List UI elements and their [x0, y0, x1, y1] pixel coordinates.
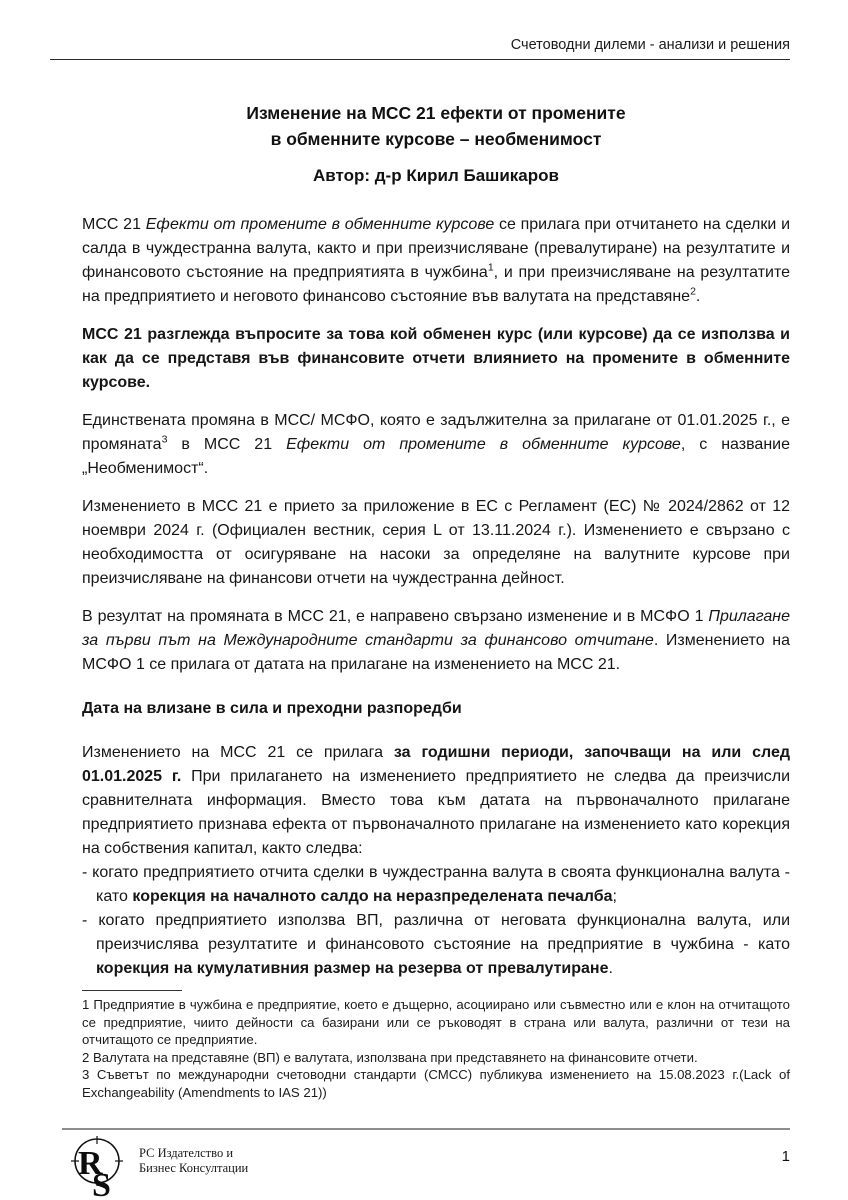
- section-heading: Дата на влизане в сила и преходни разпоредби: [82, 700, 462, 717]
- article-author: Автор: д-р Кирил Башикаров: [313, 166, 559, 185]
- footnotes-section: [82, 990, 790, 1101]
- logo-letter-r: R: [78, 1145, 103, 1182]
- footnote-list: [82, 996, 790, 1101]
- footer-row: [78, 1130, 790, 1200]
- article-title: [82, 100, 790, 152]
- bullet-item: - когато предприятието използва ВП, различна от неговата функционална валута, или преизчислява резултатите и финансовото състояние на предприятие в чужбина - като корекция на кумулативния размер на резерва от превалутиране.: [82, 912, 790, 977]
- publisher-monogram-icon: [68, 1136, 132, 1200]
- page-header: [82, 36, 790, 60]
- paragraph: Изменението на МСС 21 се прилага за годишни периоди, започващи на или след 01.01.2025 г. При прилагането на изменението предприятието не следва да преизчисли сравнителната информация. Вместо това към датата на първоначалното прилагане предприятието признава ефекта от първоначалното прилагане на изменението като корекция на собствения капитал, както следва:: [82, 744, 791, 857]
- paragraph: МСС 21 Ефекти от промените в обменните курсове се прилага при отчитането на сделки и салда в чуждестранна валута, както и при преизчисляване (превалутиране) на резултатите и финансовото състояние на предприятията в чужбина$^1$, и при преизчисляване на резултатите на предприятието и неговото финансово състояние във валутата на представяне$^2$.: [82, 216, 791, 305]
- article: [82, 60, 790, 981]
- page-footer: [78, 1128, 790, 1200]
- article-title-line2: в обменните курсове – необменимост: [270, 129, 602, 149]
- footnote: 2 Валутата на представяне (ВП) е валутата, използвана при представянето на финансовите отчети.: [82, 1049, 698, 1065]
- footnote: 1 Предприятие в чужбина е предприятие, което е дъщерно, асоциирано или съвместно или е клон на отчитащото се предприятие, чиито дейности са базирани или се ръководят в страна или валута, различни от тези на отчитащото се предприятие.: [82, 997, 790, 1047]
- publisher-logo: [68, 1136, 248, 1200]
- publisher-name: [139, 1146, 248, 1190]
- journal-title: Счетоводни дилеми - анализи и решения: [510, 37, 790, 53]
- footnote-divider: [82, 990, 182, 991]
- paragraph: МСС 21 разглежда въпросите за това кой обменен курс (или курсове) да се използва и как да се представя във финансовите отчети влиянието на промените в обменните курсове.: [82, 326, 790, 391]
- article-title-line1: Изменение на МСС 21 ефекти от промените: [246, 103, 626, 123]
- article-body: [82, 213, 790, 981]
- publisher-name-line1: РС Издателство и: [139, 1146, 234, 1160]
- footnote-marker: 3: [161, 433, 168, 446]
- bullet-item: - когато предприятието отчита сделки в чуждестранна валута в своята функционална валута - като корекция на началното салдо на неразпределената печалба;: [82, 864, 790, 905]
- page-number: 1: [781, 1148, 790, 1165]
- footnote-marker: 1: [487, 261, 494, 274]
- paragraph: В резултат на промяната в МСС 21, е направено свързано изменение и в МСФО 1 Прилагане за първи път на Международните стандарти за финансово отчитане. Изменението на МСФО 1 се прилага от датата на прилагане на изменението на МСС 21.: [82, 608, 790, 673]
- paragraph: Изменението в МСС 21 е прието за приложение в ЕС с Регламент (ЕС) № 2024/2862 от 12 ноември 2024 г. (Официален вестник, серия L от 13.11.2024 г.). Изменението е свързано с необходимостта от осигуряване на насоки за определяне на валутните курсове при преизчисляване на финансови отчети на чуждестранна дейност.: [82, 498, 790, 587]
- footnote-marker: 2: [690, 285, 696, 298]
- footnote: 3 Съветът по международни счетоводни стандарти (СМСС) публикува изменението на 15.08.2023 г.(Lack of Exchangeability (Amendments to IAS 21)): [82, 1067, 790, 1100]
- publisher-name-line2: Бизнес Консултации: [139, 1161, 249, 1175]
- paragraph: Единствената промяна в МСС/ МСФО, която е задължителна за прилагане от 01.01.2025 г., е промяната$^3$ в МСС 21 Ефекти от промените в обменните курсове, с название „Необменимост“.: [82, 412, 791, 477]
- logo-letter-s: S: [92, 1167, 111, 1200]
